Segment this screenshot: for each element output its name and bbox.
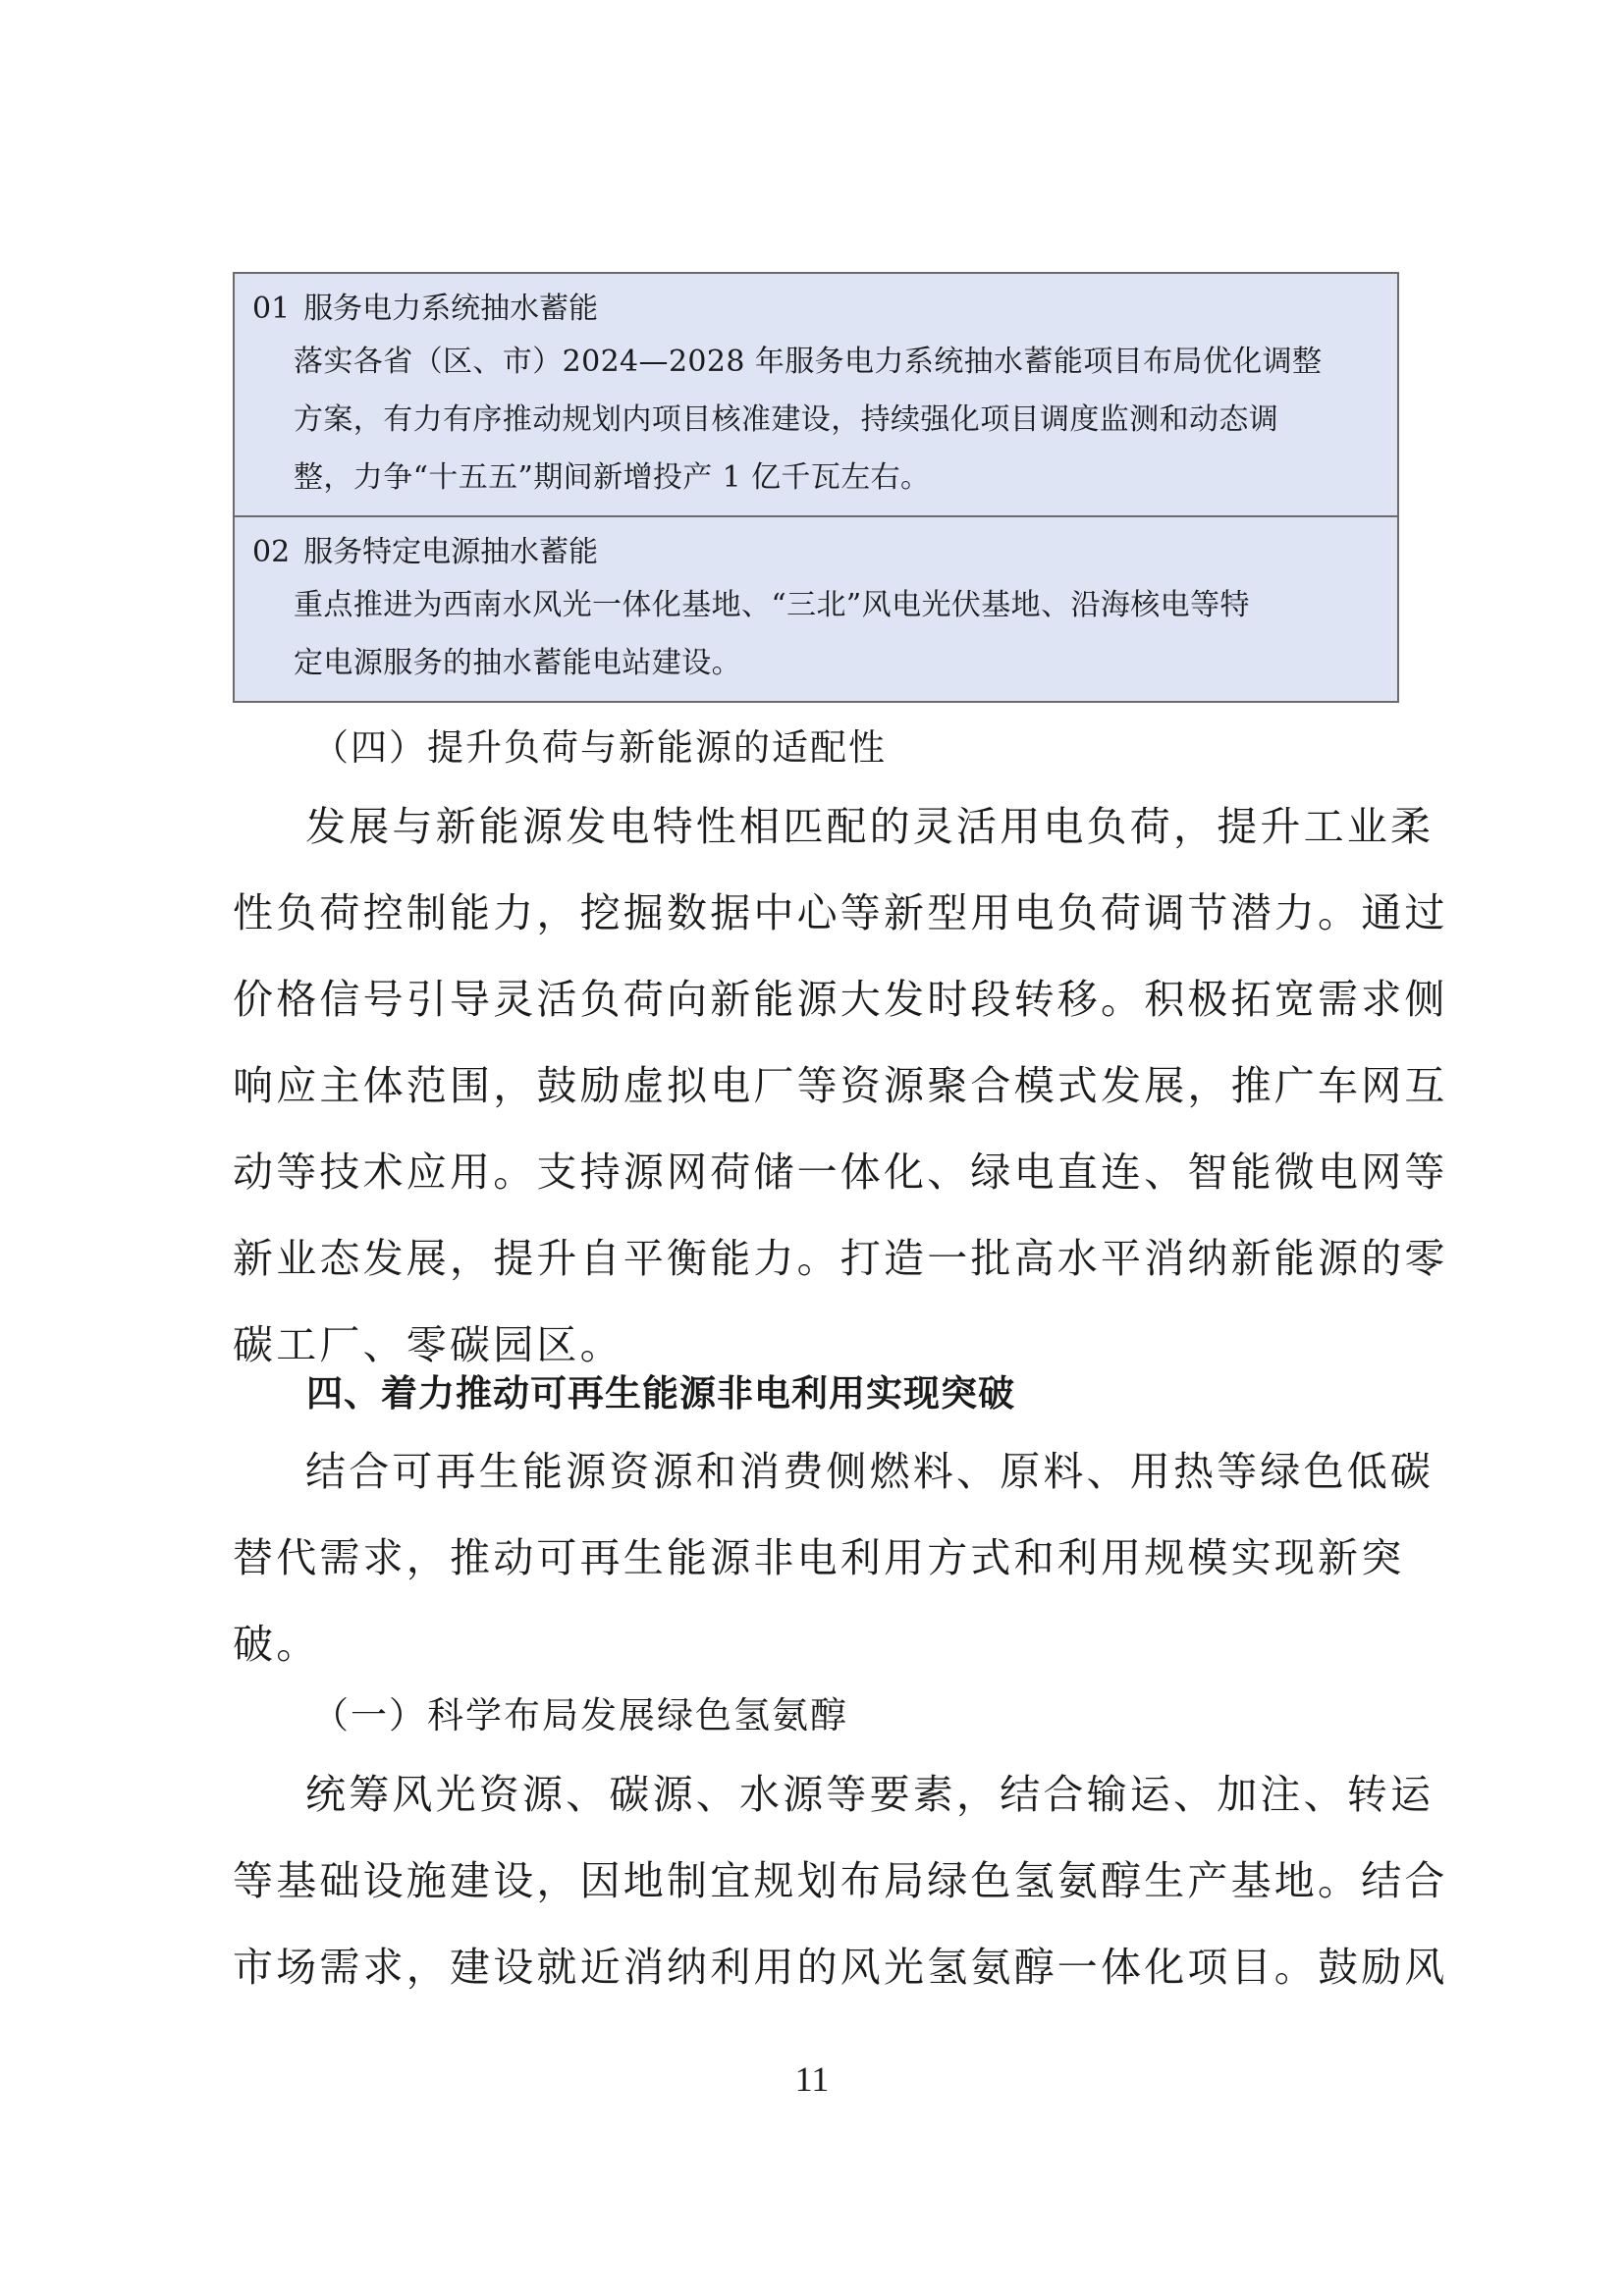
paragraph-line: 破。	[233, 1621, 320, 1668]
box-item-2-title: 服务特定电源抽水蓄能	[303, 535, 599, 569]
box-item-1-line: 整，力争“十五五”期间新增投产 1 亿千瓦左右。	[294, 460, 931, 495]
section-4-paragraph	[233, 783, 1448, 1388]
box-item-1-line: 方案，有力有序推动规划内项目核准建设，持续强化项目调度监测和动态调	[294, 402, 1279, 437]
section-four-heading: 四、着力推动可再生能源非电利用实现突破	[306, 1372, 1015, 1415]
paragraph-line: 统筹风光资源、碳源、水源等要素，结合输运、加注、转运	[305, 1771, 1435, 1818]
box-item-2-heading	[235, 517, 1397, 570]
box-item-1-line: 落实各省（区、市）2024—2028 年服务电力系统抽水蓄能项目布局优化调整	[294, 345, 1323, 379]
section-4-subheading: （四）提升负荷与新能源的适配性	[312, 726, 887, 769]
box-item-2-line: 重点推进为西南水风光一体化基地、“三北”风电光伏基地、沿海核电等特	[294, 588, 1250, 622]
box-item-1-text	[235, 327, 1397, 507]
paragraph-line: 等基础设施建设，因地制宜规划布局绿色氢氨醇生产基地。结合	[233, 1857, 1448, 1904]
section-one-subheading: （一）科学布局发展绿色氢氨醇	[312, 1694, 848, 1736]
paragraph-line: 替代需求，推动可再生能源非电利用方式和利用规模实现新突	[233, 1534, 1405, 1581]
paragraph-line: 响应主体范围，鼓励虚拟电厂等资源聚合模式发展，推广车网互	[233, 1062, 1448, 1109]
box-item-2	[235, 517, 1397, 701]
paragraph-line: 结合可再生能源资源和消费侧燃料、原料、用热等绿色低碳	[305, 1448, 1435, 1495]
paragraph-line: 碳工厂、零碳园区。	[233, 1321, 623, 1368]
paragraph-line: 新业态发展，提升自平衡能力。打造一批高水平消纳新能源的零	[233, 1235, 1448, 1282]
section-one-paragraph	[233, 1751, 1448, 2010]
box-item-1-heading	[235, 274, 1397, 327]
box-item-1-number: 01	[252, 292, 291, 326]
box-item-2-line: 定电源服务的抽水蓄能电站建设。	[294, 646, 741, 680]
box-item-1-title: 服务电力系统抽水蓄能	[303, 292, 599, 326]
page-number: 11	[794, 2059, 830, 2099]
paragraph-line: 市场需求，建设就近消纳利用的风光氢氨醇一体化项目。鼓励风	[233, 1944, 1448, 1991]
paragraph-line: 价格信号引导灵活负荷向新能源大发时段转移。积极拓宽需求侧	[233, 976, 1448, 1023]
box-item-1	[235, 274, 1397, 517]
highlight-box	[233, 272, 1399, 703]
section-four-paragraph	[233, 1428, 1435, 1687]
box-item-2-text	[235, 570, 1397, 692]
paragraph-line: 动等技术应用。支持源网荷储一体化、绿电直连、智能微电网等	[233, 1148, 1448, 1196]
box-item-2-number: 02	[252, 535, 291, 569]
paragraph-line: 性负荷控制能力，挖掘数据中心等新型用电负荷调节潜力。通过	[233, 889, 1448, 936]
paragraph-line: 发展与新能源发电特性相匹配的灵活用电负荷，提升工业柔	[305, 803, 1435, 850]
